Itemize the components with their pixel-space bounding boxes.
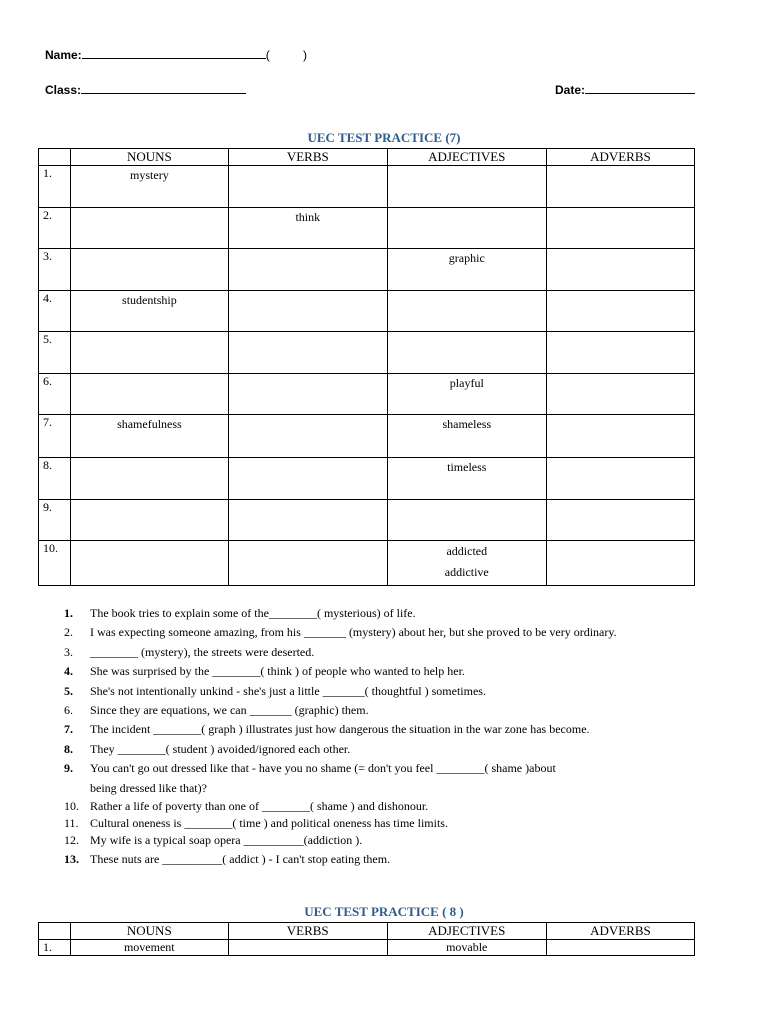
question-text-block	[90, 759, 556, 798]
cell-text	[229, 500, 387, 502]
cell-text: mystery	[130, 168, 169, 182]
question-text: being dressed like that)?	[90, 780, 207, 795]
table-row	[39, 249, 695, 291]
cell-text: addictive	[444, 565, 489, 579]
column-header-number	[39, 923, 71, 940]
row-number: 1.	[39, 940, 71, 956]
column-header-nouns: NOUNS	[70, 149, 228, 166]
nouns-cell[interactable]	[70, 249, 228, 291]
adjectives-cell[interactable]	[387, 291, 546, 332]
column-header-adverbs: ADVERBS	[546, 923, 694, 940]
cell-text	[71, 541, 228, 543]
adverbs-cell[interactable]	[546, 500, 694, 541]
question-text: You can't go out dressed like that - have you no shame (= don't you feel ________( shame )about	[90, 761, 556, 776]
cell-text-stack	[388, 541, 546, 585]
cell-text: movement	[123, 940, 175, 954]
cell-text	[229, 249, 387, 251]
cell-text: shameless	[442, 417, 492, 431]
question-text: My wife is a typical soap opera __________(addiction ).	[90, 833, 363, 848]
adjectives-cell[interactable]	[387, 208, 546, 249]
list-item	[64, 759, 724, 798]
cell-text: think	[295, 210, 321, 224]
cell-text	[547, 500, 694, 502]
adverbs-cell[interactable]	[546, 291, 694, 332]
adverbs-cell[interactable]	[546, 249, 694, 291]
row-number: 3.	[39, 249, 71, 291]
question-number: 9.	[64, 761, 73, 776]
question-text: These nuts are __________( addict ) - I can't stop eating them.	[90, 852, 391, 867]
table-row	[39, 500, 695, 541]
question-number: 10.	[64, 799, 79, 814]
verbs-cell[interactable]	[228, 291, 387, 332]
row-number: 2.	[39, 208, 71, 249]
adjectives-cell[interactable]	[387, 458, 546, 500]
table-row	[39, 291, 695, 332]
question-text: I was expecting someone amazing, from his _______ (mystery) about her, but she proved to be very ordinary.	[90, 625, 617, 640]
verbs-cell[interactable]	[228, 166, 387, 208]
practice7-title: UEC TEST PRACTICE (7)	[307, 130, 461, 145]
adverbs-cell[interactable]	[546, 940, 694, 956]
nouns-cell[interactable]	[70, 291, 228, 332]
question-text: ________ (mystery), the streets were deserted.	[90, 644, 315, 659]
cell-text	[229, 415, 387, 417]
adverbs-cell[interactable]	[546, 458, 694, 500]
list-item	[64, 850, 724, 869]
cell-text	[388, 291, 546, 293]
question-text: The incident ________( graph ) illustrates just how dangerous the situation in the war zone has become.	[90, 722, 590, 737]
verbs-cell[interactable]	[228, 541, 387, 586]
cell-text: graphic	[448, 251, 485, 265]
cell-text	[71, 374, 228, 376]
cell-text	[71, 458, 228, 460]
column-header-adjectives: ADJECTIVES	[387, 923, 546, 940]
cell-text	[388, 332, 546, 334]
nouns-cell[interactable]	[70, 374, 228, 415]
cell-text	[71, 249, 228, 251]
adjectives-cell[interactable]	[387, 500, 546, 541]
cell-text	[229, 374, 387, 376]
cell-text: timeless	[447, 460, 487, 474]
list-item	[64, 643, 724, 662]
question-number: 5.	[64, 683, 73, 698]
name-field	[45, 48, 307, 62]
column-header-adverbs: ADVERBS	[546, 149, 694, 166]
table-header-row	[39, 149, 695, 166]
column-header-verbs: VERBS	[228, 923, 387, 940]
table-header-row	[39, 923, 695, 940]
practice8-title: UEC TEST PRACTICE ( 8 )	[304, 904, 464, 919]
verbs-cell[interactable]	[228, 208, 387, 249]
cell-text	[547, 166, 694, 168]
adjectives-cell[interactable]	[387, 415, 546, 458]
question-text: She was surprised by the ________( think ) of people who wanted to help her.	[90, 664, 465, 679]
verbs-cell[interactable]	[228, 249, 387, 291]
cell-text	[388, 208, 546, 210]
row-number: 10.	[39, 541, 71, 586]
practice8-table	[38, 922, 695, 956]
question-text: The book tries to explain some of the________( mysterious) of life.	[90, 606, 416, 620]
adverbs-cell[interactable]	[546, 166, 694, 208]
adjectives-cell[interactable]	[387, 374, 546, 415]
class-label: Class:	[45, 83, 82, 97]
cell-text	[547, 541, 694, 543]
question-number: 11.	[64, 815, 79, 830]
question-number: 3.	[64, 644, 73, 659]
cell-text: shamefulness	[117, 417, 182, 431]
cell-text	[229, 332, 387, 334]
adverbs-cell[interactable]	[546, 541, 694, 586]
adverbs-cell[interactable]	[546, 374, 694, 415]
table-row	[39, 541, 695, 586]
question-number: 6.	[64, 703, 73, 718]
adverbs-cell[interactable]	[546, 332, 694, 374]
table-row	[39, 208, 695, 249]
list-item	[64, 740, 724, 759]
table-row	[39, 374, 695, 415]
adjectives-cell[interactable]	[387, 541, 546, 586]
adjectives-cell[interactable]	[387, 166, 546, 208]
column-header-verbs: VERBS	[228, 149, 387, 166]
cell-text	[547, 332, 694, 334]
question-list	[64, 604, 724, 870]
list-item	[64, 623, 724, 642]
question-text: Cultural oneness is ________( time ) and political oneness has time limits.	[90, 815, 448, 830]
question-number: 4.	[64, 664, 73, 679]
row-number: 4.	[39, 291, 71, 332]
cell-text: movable	[446, 940, 488, 954]
cell-text	[388, 166, 546, 168]
nouns-cell[interactable]	[70, 415, 228, 458]
list-item	[64, 682, 724, 701]
table-row	[39, 415, 695, 458]
column-header-nouns: NOUNS	[70, 923, 228, 940]
cell-text: addicted	[446, 544, 488, 558]
question-text: She's not intentionally unkind - she's just a little _______( thoughtful ) sometimes.	[90, 683, 486, 698]
column-header-number	[39, 149, 71, 166]
table-row	[39, 458, 695, 500]
list-item	[64, 720, 724, 739]
nouns-cell[interactable]	[70, 940, 228, 956]
adjectives-cell[interactable]	[387, 940, 546, 956]
question-number: 8.	[64, 741, 73, 756]
cell-text	[229, 291, 387, 293]
cell-text	[547, 458, 694, 460]
cell-text	[547, 249, 694, 251]
question-text: Since they are equations, we can _______ (graphic) them.	[90, 703, 369, 718]
question-number: 13.	[64, 852, 79, 867]
table-row	[39, 332, 695, 374]
adjectives-cell[interactable]	[387, 249, 546, 291]
nouns-cell[interactable]	[70, 208, 228, 249]
verbs-cell[interactable]	[228, 332, 387, 374]
row-number: 8.	[39, 458, 71, 500]
verbs-cell[interactable]	[228, 500, 387, 541]
nouns-cell[interactable]	[70, 458, 228, 500]
list-item	[64, 831, 724, 850]
table-row	[39, 166, 695, 208]
cell-text	[547, 374, 694, 376]
class-blank[interactable]	[81, 83, 246, 94]
date-field	[555, 83, 695, 97]
question-text: They ________( student ) avoided/ignored each other.	[90, 741, 351, 756]
cell-text	[388, 500, 546, 502]
verbs-cell[interactable]	[228, 374, 387, 415]
cell-text	[71, 208, 228, 210]
question-number: 2.	[64, 625, 73, 640]
verbs-cell[interactable]	[228, 940, 387, 956]
cell-text	[547, 291, 694, 293]
cell-text	[71, 332, 228, 334]
adjectives-cell[interactable]	[387, 332, 546, 374]
date-label: Date:	[555, 83, 586, 97]
name-paren: ( )	[265, 48, 308, 62]
verbs-cell[interactable]	[228, 458, 387, 500]
row-number: 1.	[39, 166, 71, 208]
row-number: 6.	[39, 374, 71, 415]
nouns-cell[interactable]	[70, 332, 228, 374]
cell-text: studentship	[122, 293, 177, 307]
cell-text	[547, 208, 694, 210]
question-text: Rather a life of poverty than one of ________( shame ) and dishonour.	[90, 799, 429, 814]
list-item	[64, 662, 724, 681]
question-number: 7.	[64, 722, 73, 737]
row-number: 7.	[39, 415, 71, 458]
nouns-cell[interactable]	[70, 500, 228, 541]
row-number: 5.	[39, 332, 71, 374]
cell-text: playful	[449, 376, 484, 390]
list-item	[64, 815, 724, 832]
nouns-cell[interactable]	[70, 166, 228, 208]
nouns-cell[interactable]	[70, 541, 228, 586]
cell-text	[229, 166, 387, 168]
question-number: 1.	[64, 606, 73, 620]
question-number: 12.	[64, 833, 79, 848]
verbs-cell[interactable]	[228, 415, 387, 458]
date-blank[interactable]	[585, 83, 695, 94]
adverbs-cell[interactable]	[546, 208, 694, 249]
cell-text	[229, 458, 387, 460]
list-item	[64, 604, 724, 623]
list-item	[64, 701, 724, 720]
column-header-adjectives: ADJECTIVES	[387, 149, 546, 166]
cell-text	[71, 500, 228, 502]
name-label: Name:	[45, 48, 82, 62]
list-item	[64, 798, 724, 815]
table-row	[39, 940, 695, 956]
class-field	[45, 83, 246, 97]
cell-text	[547, 415, 694, 417]
name-blank[interactable]	[82, 48, 266, 59]
adverbs-cell[interactable]	[546, 415, 694, 458]
practice7-table	[38, 148, 695, 586]
cell-text	[229, 541, 387, 543]
row-number: 9.	[39, 500, 71, 541]
